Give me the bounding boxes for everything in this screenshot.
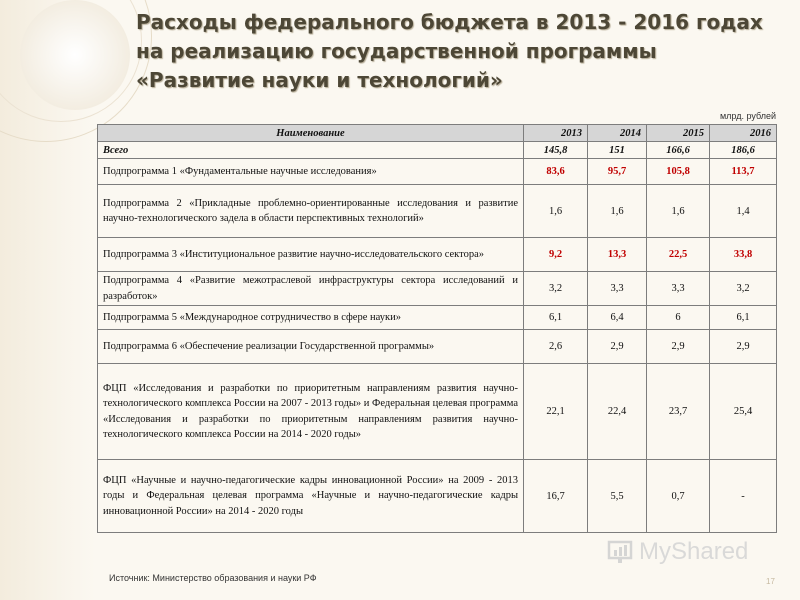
program-name-cell: Подпрограмма 2 «Прикладные проблемно-ориентированные исследования и развитие научно-технологического задела в области перспективных технологий»	[98, 185, 524, 238]
column-header-name: Наименование	[98, 125, 524, 142]
value-cell: 113,7	[710, 159, 777, 185]
total-value: 151	[588, 142, 647, 159]
page-number: 17	[766, 577, 775, 586]
title-line-2: на реализацию государственной программы	[136, 39, 657, 63]
value-cell: 1,6	[524, 185, 588, 238]
budget-table	[97, 124, 777, 533]
program-name-cell: Подпрограмма 4 «Развитие межотраслевой инфраструктуры сектора исследований и разработок»	[98, 272, 524, 306]
program-name-cell: ФЦП «Научные и научно-педагогические кадры инновационной России» на 2009 - 2013 годы и Федеральная целевая программа «Научные и научно-педагогические кадры инновационной России» на 2014 - 2020 годы	[98, 460, 524, 533]
slide-title	[136, 8, 776, 95]
total-value: 166,6	[647, 142, 710, 159]
title-line-1: Расходы федерального бюджета в 2013 - 2016 годах	[136, 10, 763, 34]
program-name-cell: ФЦП «Исследования и разработки по приоритетным направлениям развития научно-технологического комплекса России на 2007 - 2013 годы» и Федеральная целевая программа «Исследования и разработки по приоритетным направлениям развития научно-технологического комплекса России на 2014 - 2020 годы»	[98, 364, 524, 460]
decorative-circle	[20, 0, 130, 110]
table-row	[98, 238, 777, 272]
value-cell: 16,7	[524, 460, 588, 533]
value-cell: 25,4	[710, 364, 777, 460]
value-cell: 2,6	[524, 330, 588, 364]
value-cell: 3,3	[647, 272, 710, 306]
value-cell: 23,7	[647, 364, 710, 460]
value-cell: 83,6	[524, 159, 588, 185]
total-row	[98, 142, 777, 159]
value-cell: 3,2	[710, 272, 777, 306]
value-cell: 6,1	[710, 306, 777, 330]
value-cell: 33,8	[710, 238, 777, 272]
value-cell: 3,3	[588, 272, 647, 306]
value-cell: 1,4	[710, 185, 777, 238]
table-row	[98, 306, 777, 330]
value-cell: 5,5	[588, 460, 647, 533]
value-cell: 6,4	[588, 306, 647, 330]
watermark-text: MyShared	[639, 538, 749, 565]
table-row	[98, 272, 777, 306]
unit-label: млрд. рублей	[719, 111, 776, 121]
source-note: Источник: Министерство образования и науки РФ	[109, 573, 317, 583]
value-cell: 6,1	[524, 306, 588, 330]
value-cell: 22,4	[588, 364, 647, 460]
column-header-2015: 2015	[647, 125, 710, 142]
column-header-2014: 2014	[588, 125, 647, 142]
value-cell: 13,3	[588, 238, 647, 272]
column-header-2016: 2016	[710, 125, 777, 142]
watermark-logo	[607, 537, 748, 567]
value-cell: 3,2	[524, 272, 588, 306]
value-cell: 1,6	[588, 185, 647, 238]
title-line-3: «Развитие науки и технологий»	[136, 68, 503, 92]
value-cell: 95,7	[588, 159, 647, 185]
table-row	[98, 364, 777, 460]
table-row	[98, 460, 777, 533]
value-cell: 2,9	[588, 330, 647, 364]
total-value: 145,8	[524, 142, 588, 159]
value-cell: -	[710, 460, 777, 533]
value-cell: 1,6	[647, 185, 710, 238]
program-name-cell: Подпрограмма 3 «Институциональное развитие научно-исследовательского сектора»	[98, 238, 524, 272]
value-cell: 22,1	[524, 364, 588, 460]
program-name-cell: Подпрограмма 1 «Фундаментальные научные исследования»	[98, 159, 524, 185]
table-header-row	[98, 125, 777, 142]
program-name-cell: Подпрограмма 5 «Международное сотрудничество в сфере науки»	[98, 306, 524, 330]
value-cell: 2,9	[647, 330, 710, 364]
column-header-2013: 2013	[524, 125, 588, 142]
value-cell: 105,8	[647, 159, 710, 185]
total-value: 186,6	[710, 142, 777, 159]
program-name-cell: Подпрограмма 6 «Обеспечение реализации Государственной программы»	[98, 330, 524, 364]
total-label: Всего	[98, 142, 524, 159]
value-cell: 6	[647, 306, 710, 330]
presentation-icon	[607, 539, 633, 565]
value-cell: 0,7	[647, 460, 710, 533]
table-row	[98, 159, 777, 185]
value-cell: 2,9	[710, 330, 777, 364]
table-row	[98, 185, 777, 238]
table-row	[98, 330, 777, 364]
value-cell: 9,2	[524, 238, 588, 272]
value-cell: 22,5	[647, 238, 710, 272]
